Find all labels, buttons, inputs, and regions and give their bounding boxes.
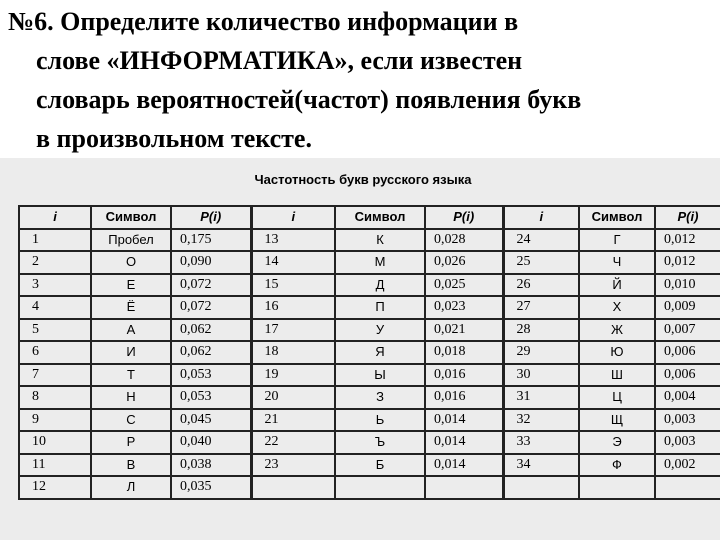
cell-probability: 0,003 <box>655 409 720 432</box>
cell-probability: 0,014 <box>425 454 503 477</box>
cell-probability: 0,040 <box>171 431 251 454</box>
task-line-2: слове «ИНФОРМАТИКА», если известен <box>36 46 523 75</box>
cell-symbol: У <box>335 319 425 342</box>
cell-probability: 0,062 <box>171 341 251 364</box>
cell-symbol: Ч <box>579 251 655 274</box>
cell-symbol: Ю <box>579 341 655 364</box>
cell-index <box>251 476 335 499</box>
cell-probability: 0,003 <box>655 431 720 454</box>
cell-index: 14 <box>251 251 335 274</box>
table-row <box>19 229 720 252</box>
cell-symbol: М <box>335 251 425 274</box>
cell-probability: 0,012 <box>655 229 720 252</box>
cell-symbol: Л <box>91 476 171 499</box>
cell-index: 22 <box>251 431 335 454</box>
table-row <box>19 476 720 499</box>
cell-index: 27 <box>503 296 579 319</box>
cell-probability: 0,014 <box>425 409 503 432</box>
cell-symbol: Э <box>579 431 655 454</box>
cell-index: 3 <box>19 274 91 297</box>
table-header-row <box>19 206 720 229</box>
cell-probability: 0,007 <box>655 319 720 342</box>
table-caption: Частотность букв русского языка <box>254 172 472 187</box>
cell-index: 26 <box>503 274 579 297</box>
cell-probability: 0,053 <box>171 386 251 409</box>
table-row <box>19 364 720 387</box>
cell-index: 30 <box>503 364 579 387</box>
cell-probability: 0,026 <box>425 251 503 274</box>
task-statement <box>8 2 716 158</box>
table-row <box>19 431 720 454</box>
letter-frequency-table <box>18 205 720 500</box>
cell-symbol: О <box>91 251 171 274</box>
cell-index: 28 <box>503 319 579 342</box>
cell-probability: 0,025 <box>425 274 503 297</box>
cell-probability: 0,016 <box>425 386 503 409</box>
cell-symbol: Ъ <box>335 431 425 454</box>
header-index-2: i <box>251 206 335 229</box>
cell-symbol: Ш <box>579 364 655 387</box>
cell-symbol: Е <box>91 274 171 297</box>
cell-symbol: Ь <box>335 409 425 432</box>
table-row <box>19 409 720 432</box>
cell-probability: 0,045 <box>171 409 251 432</box>
cell-index: 9 <box>19 409 91 432</box>
cell-symbol: Ц <box>579 386 655 409</box>
cell-index: 6 <box>19 341 91 364</box>
cell-probability: 0,035 <box>171 476 251 499</box>
cell-symbol: Н <box>91 386 171 409</box>
table-body <box>19 229 720 499</box>
table-row <box>19 296 720 319</box>
cell-probability: 0,004 <box>655 386 720 409</box>
table-row <box>19 319 720 342</box>
cell-probability: 0,028 <box>425 229 503 252</box>
cell-symbol: П <box>335 296 425 319</box>
cell-probability: 0,062 <box>171 319 251 342</box>
cell-probability <box>425 476 503 499</box>
cell-probability: 0,018 <box>425 341 503 364</box>
cell-symbol: Т <box>91 364 171 387</box>
cell-symbol: Х <box>579 296 655 319</box>
cell-symbol: Я <box>335 341 425 364</box>
header-index-3: i <box>503 206 579 229</box>
cell-index: 13 <box>251 229 335 252</box>
cell-index: 12 <box>19 476 91 499</box>
cell-symbol <box>335 476 425 499</box>
cell-index: 15 <box>251 274 335 297</box>
cell-probability: 0,009 <box>655 296 720 319</box>
header-symbol-3: Символ <box>579 206 655 229</box>
cell-index: 24 <box>503 229 579 252</box>
task-line-1: №6. Определите количество информации в <box>8 7 519 36</box>
cell-probability: 0,072 <box>171 296 251 319</box>
cell-index: 29 <box>503 341 579 364</box>
cell-probability: 0,016 <box>425 364 503 387</box>
cell-index: 8 <box>19 386 91 409</box>
cell-index: 34 <box>503 454 579 477</box>
cell-index: 1 <box>19 229 91 252</box>
cell-index: 11 <box>19 454 91 477</box>
header-index-1: i <box>19 206 91 229</box>
cell-probability: 0,010 <box>655 274 720 297</box>
cell-index: 21 <box>251 409 335 432</box>
header-probability-3: P(i) <box>655 206 720 229</box>
header-symbol-2: Символ <box>335 206 425 229</box>
cell-index: 7 <box>19 364 91 387</box>
cell-probability: 0,014 <box>425 431 503 454</box>
cell-symbol: Р <box>91 431 171 454</box>
cell-index: 19 <box>251 364 335 387</box>
cell-symbol: З <box>335 386 425 409</box>
cell-symbol: Ф <box>579 454 655 477</box>
cell-index: 32 <box>503 409 579 432</box>
cell-probability: 0,090 <box>171 251 251 274</box>
table-row <box>19 274 720 297</box>
cell-symbol: Й <box>579 274 655 297</box>
cell-probability: 0,023 <box>425 296 503 319</box>
cell-index <box>503 476 579 499</box>
cell-symbol: В <box>91 454 171 477</box>
cell-symbol: А <box>91 319 171 342</box>
cell-probability: 0,021 <box>425 319 503 342</box>
cell-index: 25 <box>503 251 579 274</box>
cell-index: 5 <box>19 319 91 342</box>
cell-index: 20 <box>251 386 335 409</box>
cell-symbol: Ё <box>91 296 171 319</box>
cell-symbol: К <box>335 229 425 252</box>
cell-index: 4 <box>19 296 91 319</box>
task-line-3: словарь вероятностей(частот) появления букв <box>36 85 582 114</box>
cell-symbol: С <box>91 409 171 432</box>
cell-symbol: Б <box>335 454 425 477</box>
header-probability-2: P(i) <box>425 206 503 229</box>
cell-probability <box>655 476 720 499</box>
cell-symbol: Щ <box>579 409 655 432</box>
table-row <box>19 454 720 477</box>
cell-index: 16 <box>251 296 335 319</box>
cell-symbol <box>579 476 655 499</box>
cell-probability: 0,175 <box>171 229 251 252</box>
cell-index: 31 <box>503 386 579 409</box>
cell-probability: 0,012 <box>655 251 720 274</box>
cell-index: 2 <box>19 251 91 274</box>
table-row <box>19 341 720 364</box>
table-row <box>19 251 720 274</box>
cell-probability: 0,053 <box>171 364 251 387</box>
cell-symbol: Г <box>579 229 655 252</box>
cell-symbol: Ж <box>579 319 655 342</box>
cell-probability: 0,072 <box>171 274 251 297</box>
cell-symbol: Д <box>335 274 425 297</box>
cell-symbol: Ы <box>335 364 425 387</box>
cell-symbol: Пробел <box>91 229 171 252</box>
cell-index: 23 <box>251 454 335 477</box>
cell-probability: 0,006 <box>655 364 720 387</box>
cell-index: 18 <box>251 341 335 364</box>
header-symbol-1: Символ <box>91 206 171 229</box>
cell-probability: 0,002 <box>655 454 720 477</box>
table-row <box>19 386 720 409</box>
header-probability-1: P(i) <box>171 206 251 229</box>
cell-index: 33 <box>503 431 579 454</box>
cell-index: 10 <box>19 431 91 454</box>
cell-probability: 0,038 <box>171 454 251 477</box>
cell-index: 17 <box>251 319 335 342</box>
cell-symbol: И <box>91 341 171 364</box>
cell-probability: 0,006 <box>655 341 720 364</box>
task-line-4: в произвольном тексте. <box>36 124 312 153</box>
